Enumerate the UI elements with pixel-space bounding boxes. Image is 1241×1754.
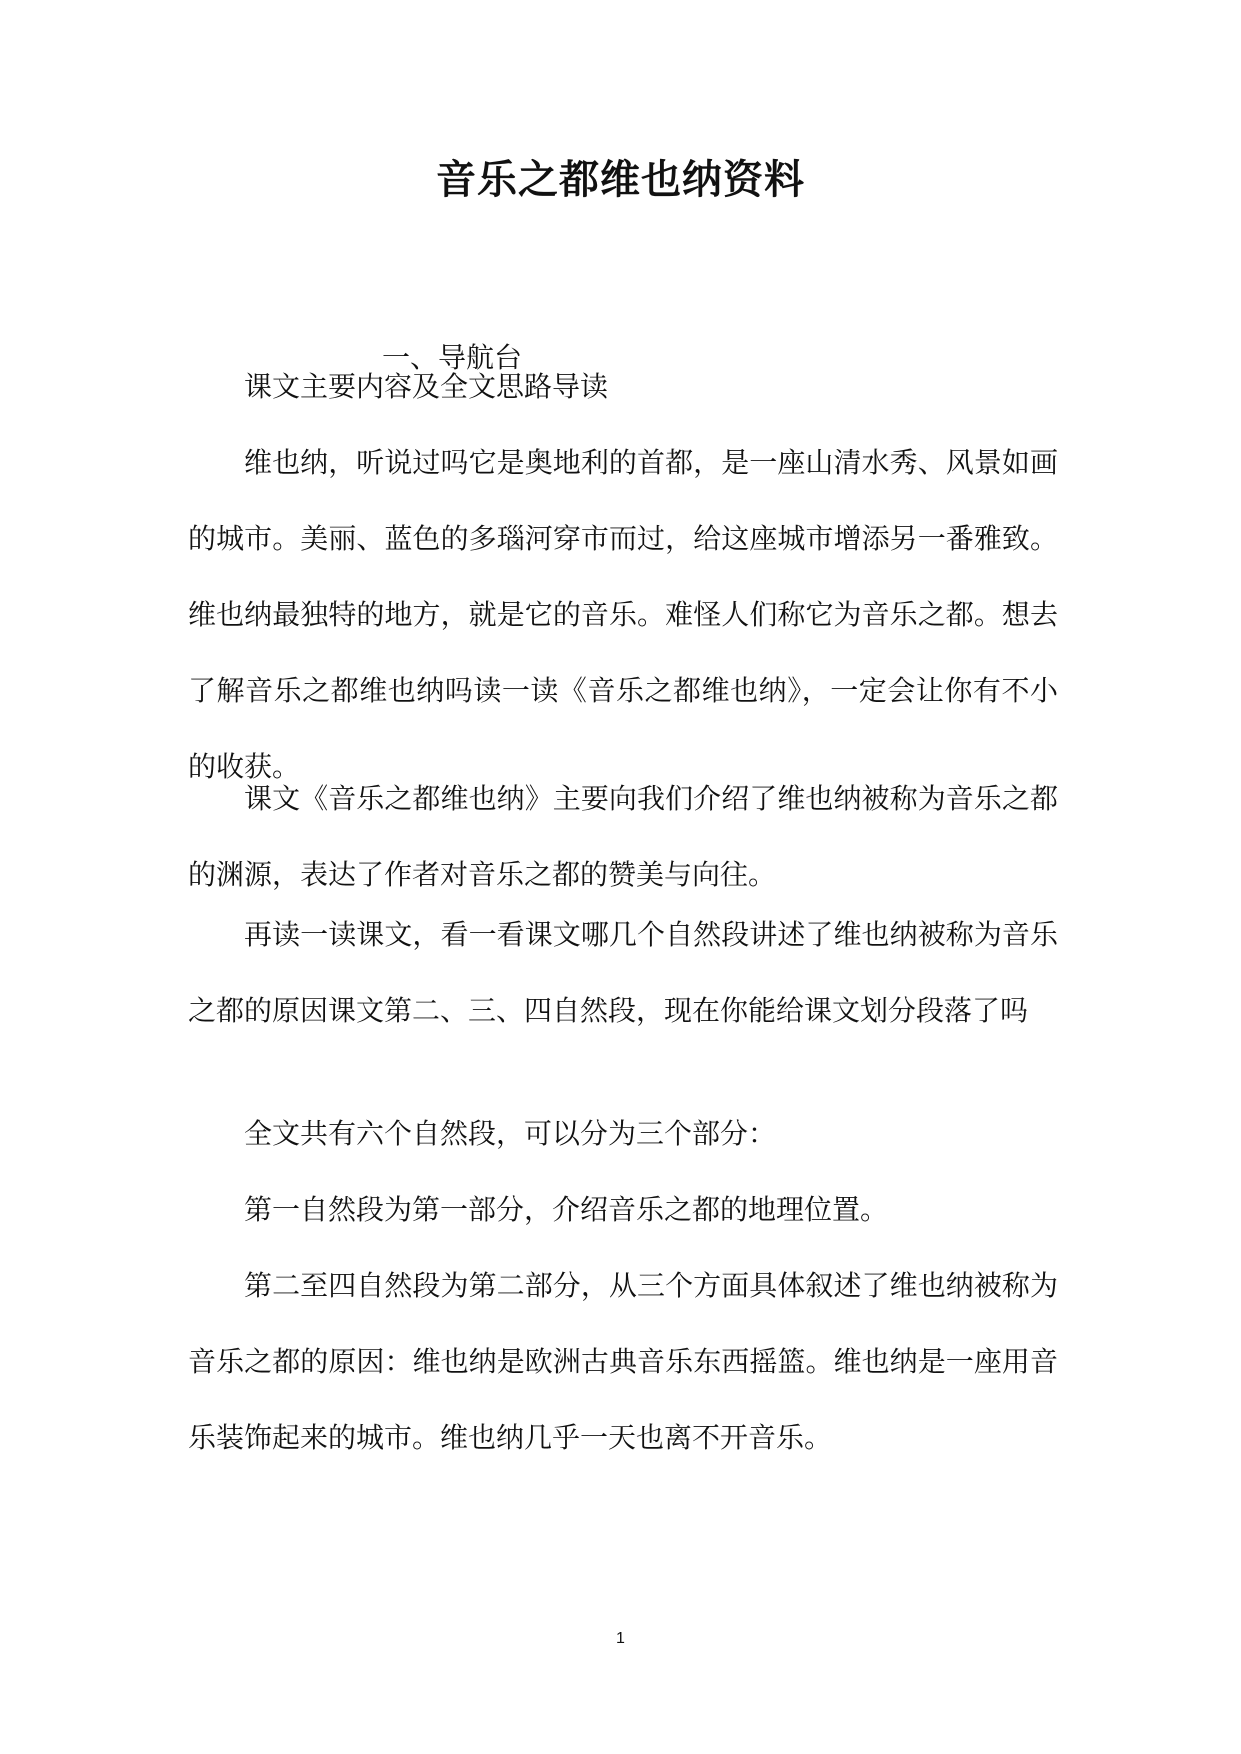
paragraph-vienna-intro: 维也纳，听说过吗它是奥地利的首都，是一座山清水秀、风景如画的城市。美丽、蓝色的多瑙河穿市而过，给这座城市增添另一番雅致。维也纳最独特的地方，就是它的音乐。难怪人们称它为音乐之都。想去了解音乐之都维也纳吗读一读《音乐之都维也纳》，一定会让你有不小的收获。 <box>188 446 1058 783</box>
paragraph-part-two: 第二至四自然段为第二部分，从三个方面具体叙述了维也纳被称为音乐之都的原因：维也纳是欧洲古典音乐东西摇篮。维也纳是一座用音乐装饰起来的城市。维也纳几乎一天也离不开音乐。 <box>188 1269 1058 1454</box>
paragraph-structure: 全文共有六个自然段，可以分为三个部分： <box>244 1117 777 1150</box>
paragraph-part-one: 第一自然段为第一部分，介绍音乐之都的地理位置。 <box>244 1193 889 1226</box>
section-heading: 一、导航台 <box>382 341 523 374</box>
paragraph-reread: 再读一读课文，看一看课文哪几个自然段讲述了维也纳被称为音乐之都的原因课文第二、三、四自然段，现在你能给课文划分段落了吗 <box>188 918 1058 1027</box>
page-number: 1 <box>616 1630 625 1647</box>
paragraph-main-content: 课文《音乐之都维也纳》主要向我们介绍了维也纳被称为音乐之都的渊源，表达了作者对音乐之都的赞美与向往。 <box>188 782 1058 891</box>
paragraph-intro-label: 课文主要内容及全文思路导读 <box>244 370 609 403</box>
document-title: 音乐之都维也纳资料 <box>436 157 805 203</box>
